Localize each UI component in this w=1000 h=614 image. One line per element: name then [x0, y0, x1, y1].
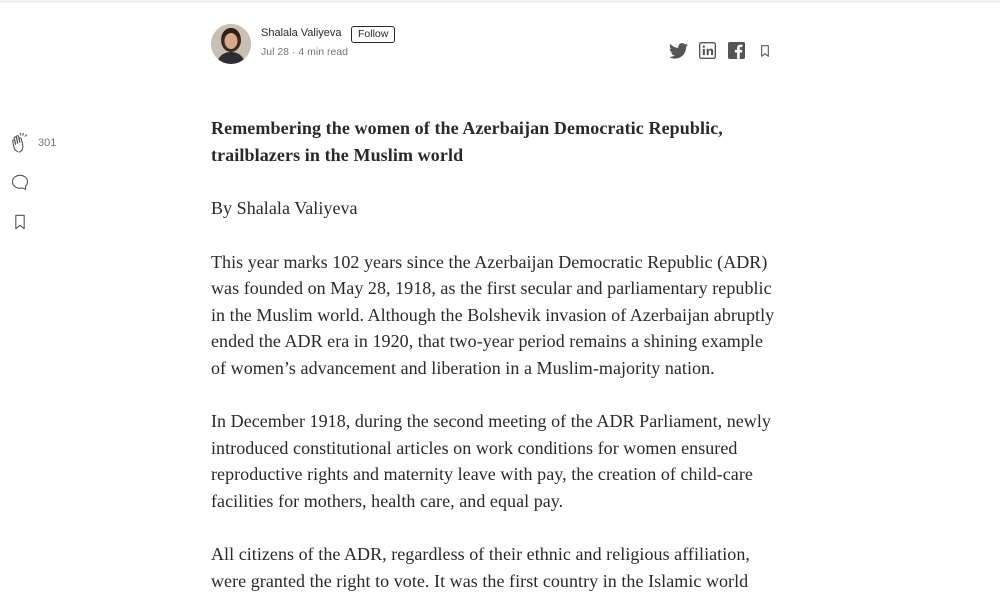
post-meta: [261, 46, 348, 58]
bookmark-button[interactable]: [10, 212, 30, 232]
read-time: 4 min read: [298, 46, 348, 58]
facebook-share-button[interactable]: [726, 43, 746, 63]
article-paragraph: All citizens of the ADR, regardless of their ethnic and religious affiliation, were granted the right to vote. It was the first country in the Islamic world: [211, 544, 750, 591]
meta-separator: ·: [291, 46, 296, 58]
facebook-icon: [728, 42, 745, 64]
linkedin-share-button[interactable]: [697, 43, 717, 63]
top-divider: [0, 0, 1000, 3]
clap-button[interactable]: [10, 132, 56, 154]
comment-button[interactable]: [10, 172, 30, 192]
avatar[interactable]: [211, 24, 251, 64]
comment-icon: [10, 172, 30, 192]
twitter-share-button[interactable]: [668, 43, 688, 63]
clap-icon: [10, 132, 32, 154]
article-paragraph: In December 1918, during the second meeting of the ADR Parliament, newly introduced constitutional articles on work conditions for women ensured reproductive rights and maternity leave with pay, the creation of child-care facilities for mothers, health care, and equal pay.: [211, 411, 771, 511]
article-body: [211, 115, 781, 594]
article-paragraph: This year marks 102 years since the Azerbaijan Democratic Republic (ADR) was founded on May 28, 1918, as the first secular and parliamentary republic in the Muslim world. Although the Bolshevik invasion of Azerbaijan abruptly ended the ADR era in 1920, that two-year period remains a shining example of women’s advancement and liberation in a Muslim-majority nation.: [211, 251, 775, 378]
author-name[interactable]: Shalala Valiyeva: [261, 27, 342, 39]
bookmark-icon: [757, 42, 773, 65]
article-headline: Remembering the women of the Azerbaijan Democratic Republic, trailblazers in the Muslim world: [211, 118, 723, 165]
clap-count: 301: [38, 137, 57, 149]
post-date: Jul 28: [261, 46, 290, 58]
bookmark-icon: [10, 212, 30, 232]
article-byline: By Shalala Valiyeva: [211, 198, 358, 218]
twitter-icon: [669, 43, 688, 64]
linkedin-icon: [699, 42, 716, 64]
follow-button[interactable]: Follow: [351, 26, 395, 43]
header-bookmark-button[interactable]: [755, 43, 775, 63]
